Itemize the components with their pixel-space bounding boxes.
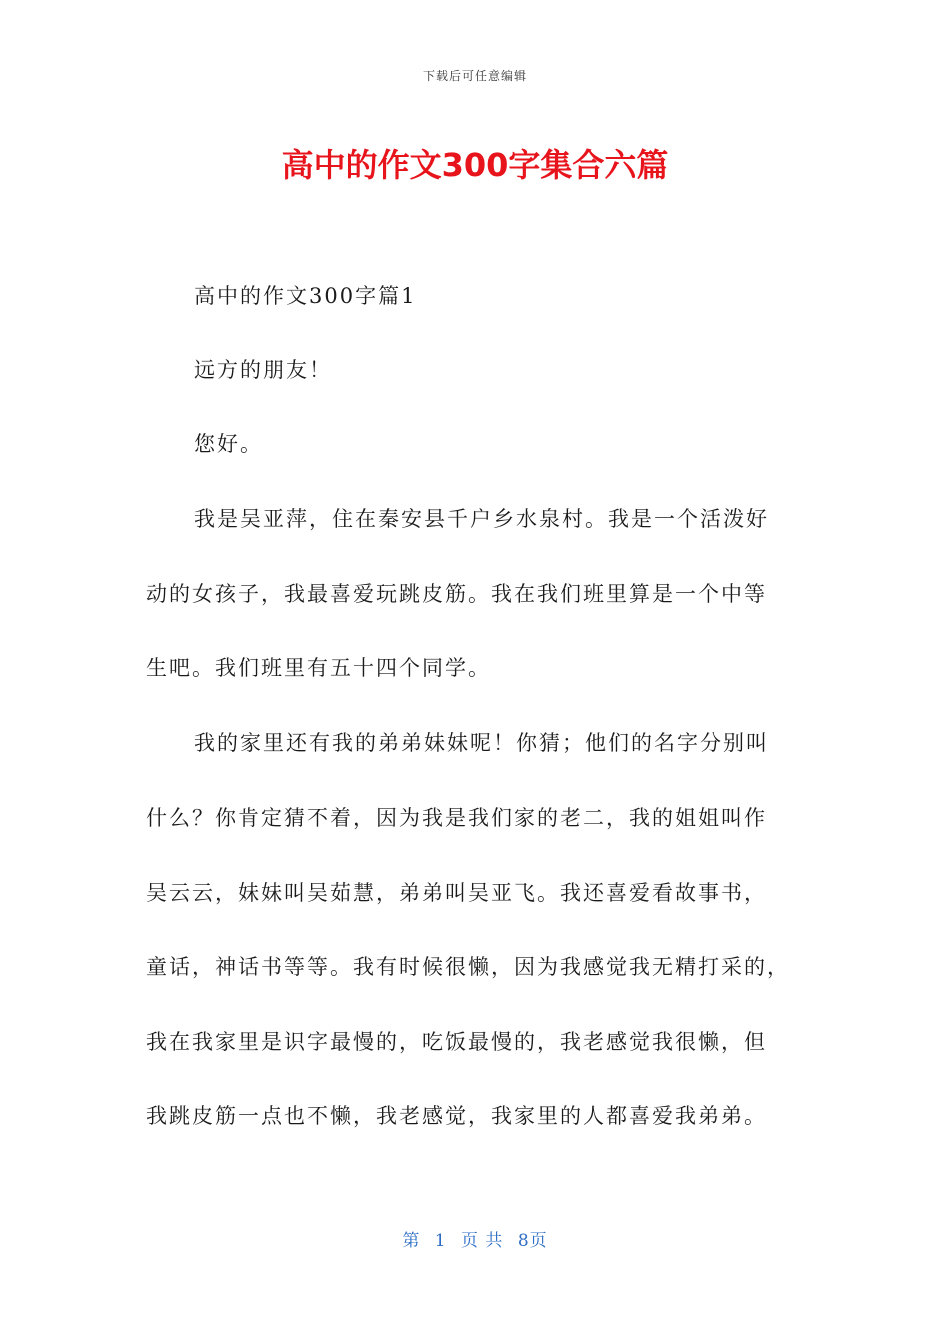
- paragraph-line: 远方的朋友！: [194, 358, 332, 382]
- section-heading: 高中的作文300字篇1: [194, 284, 417, 308]
- page-label-mid: 页 共: [461, 1231, 504, 1251]
- paragraph-line: 生吧。我们班里有五十四个同学。: [146, 656, 491, 680]
- paragraph-line: 我的家里还有我的弟弟妹妹呢！你猜；他们的名字分别叫: [194, 731, 769, 755]
- document-title: 高中的作文300字集合六篇: [281, 146, 669, 184]
- paragraph-line: 我跳皮筋一点也不懒，我老感觉，我家里的人都喜爱我弟弟。: [146, 1104, 767, 1128]
- paragraph-line: 什么？你肯定猜不着，因为我是我们家的老二，我的姐姐叫作: [146, 806, 767, 830]
- header-note: 下载后可任意编辑: [422, 69, 527, 83]
- page-label-prefix: 第: [402, 1231, 421, 1251]
- paragraph-line: 动的女孩子，我最喜爱玩跳皮筋。我在我们班里算是一个中等: [146, 582, 767, 606]
- paragraph-line: 我在我家里是识字最慢的，吃饭最慢的，我老感觉我很懒，但: [146, 1030, 767, 1054]
- page-current-number: 1: [434, 1231, 447, 1251]
- paragraph-line: 童话，神话书等等。我有时候很懒，因为我感觉我无精打采的，: [146, 955, 790, 979]
- paragraph-line: 我是吴亚萍，住在秦安县千户乡水泉村。我是一个活泼好: [194, 507, 769, 531]
- paragraph-line: 您好。: [194, 432, 263, 456]
- page-footer: [0, 1226, 950, 1251]
- page-total: 8页: [517, 1231, 548, 1251]
- paragraph-line: 吴云云，妹妹叫吴茹慧，弟弟叫吴亚飞。我还喜爱看故事书，: [146, 881, 767, 905]
